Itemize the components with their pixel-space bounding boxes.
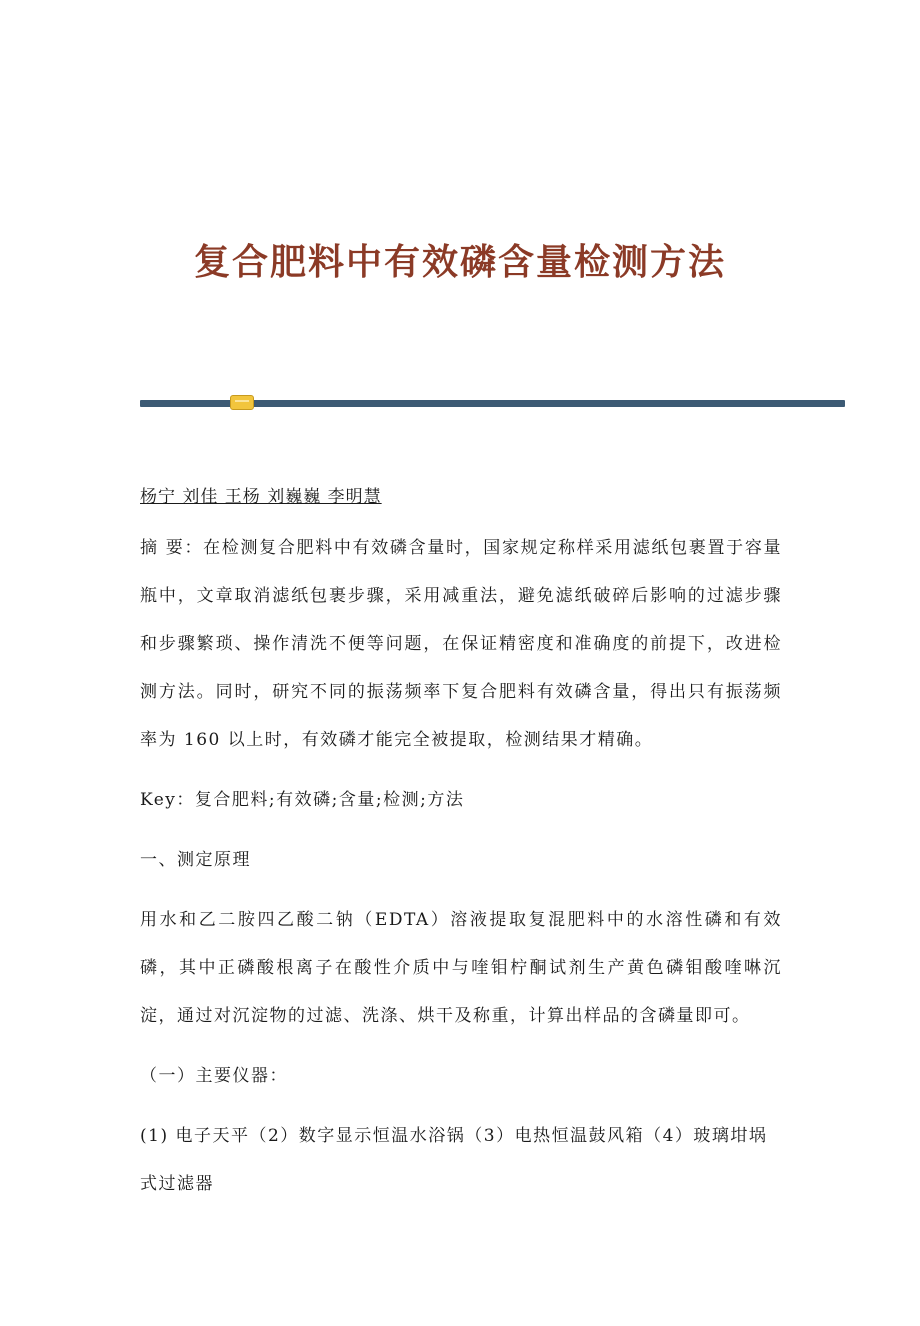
subsection-heading-instruments: （一）主要仪器：: [140, 1066, 288, 1087]
authors-line: 杨宁 刘佳 王杨 刘巍巍 李明慧: [140, 487, 382, 508]
keywords-line: Key：复合肥料;有效磷;含量;检测;方法: [140, 790, 465, 811]
abstract-paragraph: 摘 要：在检测复合肥料中有效磷含量时，国家规定称样采用滤纸包裹置于容量瓶中，文章取消滤纸包裹步骤，采用减重法，避免滤纸破碎后影响的过滤步骤和步骤繁琐、操作清洗不便等问题，在保证精密度和准确度的前提下，改进检测方法。同时，研究不同的振荡频率下复合肥料有效磷含量，得出只有振荡频率为 160 以上时，有效磷才能完全被提取，检测结果才精确。: [140, 538, 782, 751]
section-heading-principle: 一、测定原理: [140, 850, 251, 871]
instruments-list-paragraph: (1) 电子天平（2）数字显示恒温水浴锅（3）电热恒温鼓风箱（4）玻璃坩埚式过滤器: [140, 1126, 768, 1195]
yellow-badge-icon: [230, 395, 254, 410]
page-title: 复合肥料中有效磷含量检测方法: [193, 241, 726, 284]
principle-paragraph: 用水和乙二胺四乙酸二钠（EDTA）溶液提取复混肥料中的水溶性磷和有效磷，其中正磷酸根离子在酸性介质中与喹钼柠酮试剂生产黄色磷钼酸喹啉沉淀，通过对沉淀物的过滤、洗涤、烘干及称重，计算出样品的含磷量即可。: [140, 910, 782, 1027]
title-divider: [140, 400, 845, 408]
document-body: [140, 482, 782, 1208]
document-page: [0, 24, 920, 1326]
